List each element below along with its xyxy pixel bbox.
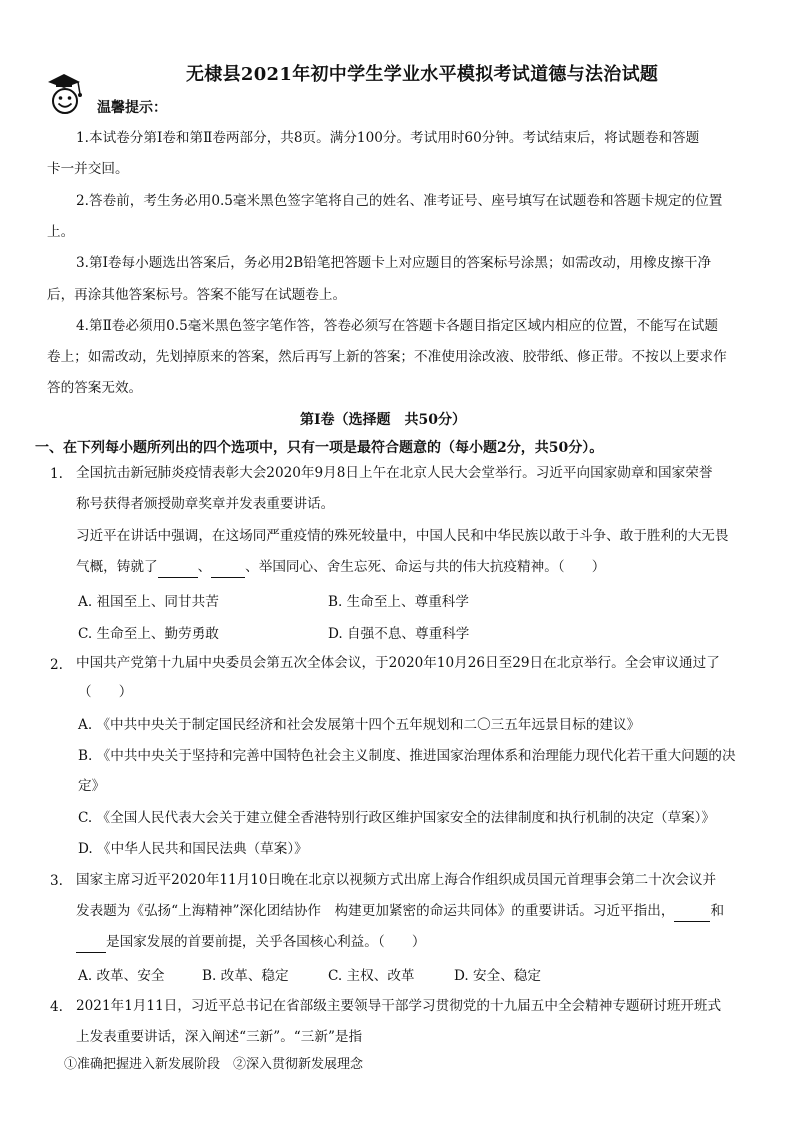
question-3-line-3 [76, 932, 425, 953]
question-3-text-mid: 和 [710, 903, 725, 919]
question-3-option-a: A. 改革、安全 [78, 968, 165, 984]
tip-1-line-1: 1.本试卷分第Ⅰ卷和第Ⅱ卷两部分，共8页。满分100分。考试用时60分钟。考试结束后，将试题卷和答题 [76, 130, 700, 146]
question-4-line-1: 2021年1月11日，习近平总书记在省部级主要领导干部学习贯彻党的十九届五中全会精神专题研讨班开班式 [76, 998, 722, 1014]
question-2-option-c: C. 《全国人民代表大会关于建立健全香港特别行政区维护国家安全的法律制度和执行机制的决定（草案）》 [78, 810, 716, 826]
smiley-mascot-icon [44, 68, 90, 118]
question-1-line-2: 称号获得者颁授勋章奖章并发表重要讲话。 [76, 496, 335, 512]
question-2-option-d: D. 《中华人民共和国民法典（草案）》 [78, 841, 308, 857]
question-1-text-post: 、举国同心、舍生忘死、命运与共的伟大抗疫精神。（ ） [245, 559, 606, 575]
question-1-line-1: 全国抗击新冠肺炎疫情表彰大会2020年9月8日上午在北京人民大会堂举行。习近平向国家勋章和国家荣誉 [76, 465, 713, 481]
tip-2-line-2: 上。 [47, 224, 75, 240]
question-2-option-b-cont: 定》 [78, 778, 106, 794]
question-3-line-1: 国家主席习近平2020年11月10日晚在北京以视频方式出席上海合作组织成员国元首理事会第二十次会议并 [76, 872, 717, 888]
tip-3-line-2: 后，再涂其他答案标号。答案不能写在试题卷上。 [47, 287, 347, 303]
question-4-number: 4. [50, 999, 63, 1015]
question-2-number: 2. [50, 657, 63, 673]
question-3-blank-1 [674, 901, 710, 922]
question-1-option-c: C. 生命至上、勤劳勇敢 [78, 626, 219, 642]
question-3-option-d: D. 安全、稳定 [454, 968, 542, 984]
question-4-sub-items: ①准确把握进入新发展阶段 ②深入贯彻新发展理念 [64, 1057, 364, 1072]
question-4-line-2: 上发表重要讲话，深入阐述“三新”。“三新”是指 [76, 1029, 363, 1045]
question-3-option-b: B. 改革、稳定 [202, 968, 289, 984]
question-2-option-b: B. 《中共中央关于坚持和完善中国特色社会主义制度、推进国家治理体系和治理能力现代化若干重大问题的决 [78, 748, 736, 764]
question-2-line-1: 中国共产党第十九届中央委员会第五次全体会议，于2020年10月26日至29日在北京举行。全会审议通过了 [76, 655, 720, 671]
question-3-text-post: 是国家发展的首要前提，关乎各国核心利益。（ ） [106, 934, 426, 950]
tip-4-line-1: 4.第Ⅱ卷必须用0.5毫米黑色签字笔作答，答卷必须写在答题卡各题目指定区域内相应的位置，不能写在试题 [76, 318, 718, 334]
question-1-option-a: A. 祖国至上、同甘共苦 [78, 594, 219, 610]
tip-3-line-1: 3.第Ⅰ卷每小题选出答案后，务必用2B铅笔把答题卡上对应题目的答案标号涂黑；如需改动，用橡皮擦干净 [76, 255, 712, 271]
question-1-option-b: B. 生命至上、尊重科学 [328, 594, 469, 610]
part-title: 一、在下列每小题所列出的四个选项中，只有一项是最符合题意的（每小题2分，共50分）。 [35, 440, 604, 456]
question-3-blank-2 [76, 932, 106, 953]
question-1-blank-1 [158, 557, 198, 578]
question-1-text-mid: 、 [197, 559, 212, 575]
question-1-line-4 [76, 557, 605, 578]
question-1-blank-2 [211, 557, 245, 578]
tips-label: 温馨提示： [97, 100, 167, 116]
question-3-number: 3. [50, 873, 63, 889]
question-2-line-2: （ ） [78, 684, 133, 700]
section-title: 第Ⅰ卷（选择题 共50分） [300, 412, 467, 428]
question-1-number: 1. [50, 466, 63, 482]
question-3-text-pre: 发表题为《弘扬“上海精神”深化团结协作 构建更加紧密的命运共同体》的重要讲话。习近平指出， [76, 903, 675, 919]
question-2-option-a: A. 《中共中央关于制定国民经济和社会发展第十四个五年规划和二〇三五年远景目标的建议》 [78, 717, 641, 733]
tip-1-line-2: 卡一并交回。 [47, 161, 129, 177]
tip-2-line-1: 2.答卷前，考生务必用0.5毫米黑色签字笔将自己的姓名、准考证号、座号填写在试题卷和答题卡规定的位置 [76, 193, 723, 209]
question-1-text-pre: 气概，铸就了 [76, 559, 158, 575]
question-1-option-d: D. 自强不息、尊重科学 [328, 626, 470, 642]
tip-4-line-3: 答的答案无效。 [47, 380, 143, 396]
tip-4-line-2: 卷上；如需改动，先划掉原来的答案，然后再写上新的答案；不准使用涂改液、胶带纸、修正带。不按以上要求作 [47, 349, 727, 365]
question-3-line-2 [76, 901, 724, 922]
question-3-option-c: C. 主权、改革 [328, 968, 415, 984]
exam-title: 无棣县2021年初中学生学业水平模拟考试道德与法治试题 [186, 64, 659, 85]
question-1-line-3: 习近平在讲话中强调，在这场同严重疫情的殊死较量中，中国人民和中华民族以敢于斗争、敢于胜利的大无畏 [76, 528, 729, 544]
